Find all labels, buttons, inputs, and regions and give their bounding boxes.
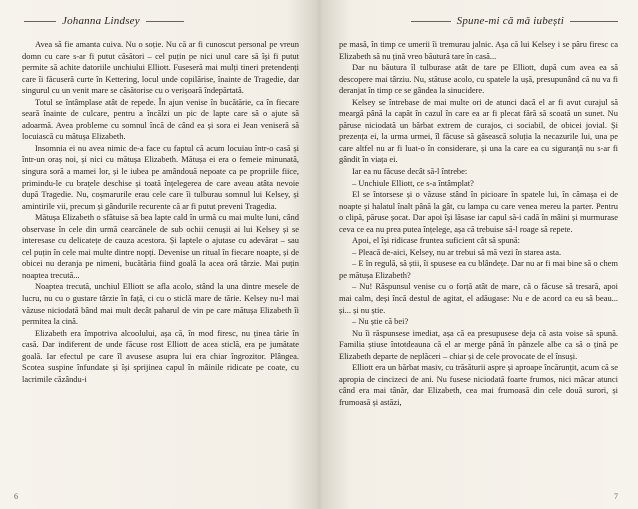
dialogue-line: – Unchiule Elliott, ce s-a întâmplat? <box>352 177 474 188</box>
dialogue-line: – E în regulă, să știi, îi spusese ea cu blândețe. Dar nu ar fi mai bine să o chem pe mătușa Elizabeth? <box>339 258 618 280</box>
paragraph: Elliott era un bărbat masiv, cu trăsăturii aspre și aproape încărunțit, acum că se apropia de cincizeci de ani. Nu fusese niciodată foarte frumos, nici măcar atunci când era mai tânăr, dar Elizabeth, cea mai frumoasă din cele două surori, și frumoasă și astăzi, <box>339 362 618 407</box>
left-running-header <box>22 10 299 32</box>
paragraph: Nu îi răspunsese imediat, așa că ea presupusese deja că asta voise să spună. Familia știuse întotdeauna că el ar merge până în pânzele albe ca să o țină pe Elizabeth departe de neplăceri – chiar și de cele provocate de el însuși. <box>339 327 618 361</box>
paragraph: Avea să fie amanta cuiva. Nu o soție. Nu că ar fi cunoscut personal pe vreun domn cu care s-ar fi putut căsători – cel puțin pe nici unul care să își fi putut permite să achite datoriile unchiului Elliott. Fuseseră mai mulți tineri pretendenți care îi făcuseră curte în Kettering, locul unde copilărise, înainte de Tragedie, dar singurul cu un venit mare se căsătorise cu o verișoară îndepărtată. <box>22 39 299 96</box>
left-body-text <box>22 39 299 385</box>
paragraph: Mătușa Elizabeth o sfătuise să bea lapte cald în urmă cu mai multe luni, când observase în cele din urmă cearcănele de sub ochii cenușii ai lui Kelsey și se interesase cu delicatețe de cauza acestora. Și laptele o ajutase cu adevărat – sau cel puțin în cele mai multe dintre nopți. Devenise un ritual în fiecare noapte, și de obicei nu deranja pe nimeni, bucătăria fiind goală la acea oră târzie. Mai puțin noaptea trecută... <box>22 212 299 280</box>
paragraph: El se întorsese și o văzuse stând în picioare în spatele lui, în cămașa ei de noapte și halatul înalt până la gât, cu lampa cu care venea mereu la parter. Pentru o clipă, păruse șocat. Dar apoi își lăsase iar capul să-i cadă în mâini și murmurase ceva ce ea nu prea putea înțelege, așa că trebuise să-l roage să repete. <box>339 189 618 234</box>
paragraph: Kelsey se întrebase de mai multe ori de atunci dacă el ar fi avut curajul să meargă până la capăt în cazul în care ea ar fi plecat fără să scoată un sunet. Nu păruse niciodată un bărbat extrem de curajos, ci sociabil, de obicei jovial. Și prezența ei, la urma urmei, îl făcuse să găsească soluția la necazurile lui, una pe care altfel nu ar fi luat-o în considerare, și una la care ea cu siguranță nu s-ar fi gândit în viața ei. <box>339 96 618 165</box>
dialogue-line: – Nu! Răspunsul venise cu o forță atât de mare, că o făcuse să tresară, apoi mai calm, deși încă destul de agitat, el adăugase: Nu e de acord ca eu să beau... și... și nu știe. <box>339 281 618 315</box>
paragraph: Iar ea nu făcuse decât să-l întrebe: <box>352 166 468 177</box>
paragraph: Elizabeth era împotriva alcoolului, așa că, în mod firesc, nu ținea tărie în casă. Dar indiferent de unde făcuse rost Elliott de acea sticlă, era pe jumătate goală. Iar efectul pe care îl avusese asupra lui era chiar îngrozitor. Plângea. Scotea suspine înfundate și își sprijinea capul în mâinile ridicate pe coate, cu lacrimile căzându-i <box>22 327 299 384</box>
right-running-header <box>339 10 618 32</box>
header-rule <box>411 21 451 22</box>
paragraph: Totul se întâmplase atât de repede. În ajun venise în bucătărie, ca în fiecare seară înainte de culcare, pentru a încălzi un pic de lapte care să o ajute să adoarmă. Avea probleme cu somnul încă de când ea și sora ei Jean veniseră să locuiască cu mătușa Elizabeth. <box>22 96 299 142</box>
header-author: Johanna Lindsey <box>62 15 140 27</box>
header-rule <box>570 21 618 22</box>
header-rule <box>146 21 184 22</box>
header-book-title: Spune-mi că mă iubești <box>456 15 564 27</box>
header-rule <box>24 21 56 22</box>
paragraph: Dar nu băutura îl tulburase atât de tare pe Elliott, după cum avea ea să descopere mai târziu. Nu, stătuse acolo, cu spatele la ușă, presupunând că nu va fi deranjat în timp ce se gândea la sinucidere. <box>339 62 618 96</box>
page-number: 6 <box>14 492 18 501</box>
paragraph: pe masă, în timp ce umerii îi tremurau jalnic. Așa că lui Kelsey i se păru firesc ca Elizabeth să nu țină vreo băutură tare în casă... <box>339 39 618 61</box>
page-number: 7 <box>614 492 618 501</box>
paragraph: Apoi, el își ridicase fruntea suficient cât să spună: <box>352 235 520 246</box>
paragraph: Insomnia ei nu avea nimic de-a face cu faptul că acum locuiau într-o casă și într-un oraș noi, și nici cu mătușa Elizabeth. Mătușa ei era o femeie minunată, singura soră a mamei lor, și le iubea pe amândouă nepoate ca pe propriile fiice, primindu-le cu brațele deschise și toată înțelegerea de care aveau atâta nevoie după Tragedie. Nu, coșmarurile erau cele care îi tulburau somnul lui Kelsey, și amintirile vii, precum și gândurile recurente că ar fi putut preveni Tragedia. <box>22 142 299 211</box>
right-page <box>323 0 638 509</box>
right-body-text <box>339 39 618 409</box>
dialogue-line: – Nu știe că bei? <box>352 316 409 327</box>
left-page <box>0 0 315 509</box>
dialogue-line: – Pleacă de-aici, Kelsey, nu ar trebui să mă vezi în starea asta. <box>352 246 562 257</box>
paragraph: Noaptea trecută, unchiul Elliott se afla acolo, stând la una dintre mesele de lucru, nu cu o gustare târzie în față, ci cu o sticlă mare de tărie. Kelsey nu-l mai văzuse niciodată bând mai mult decât paharul de vin pe care mătușa Elizabeth îi permitea la cină. <box>22 281 299 327</box>
